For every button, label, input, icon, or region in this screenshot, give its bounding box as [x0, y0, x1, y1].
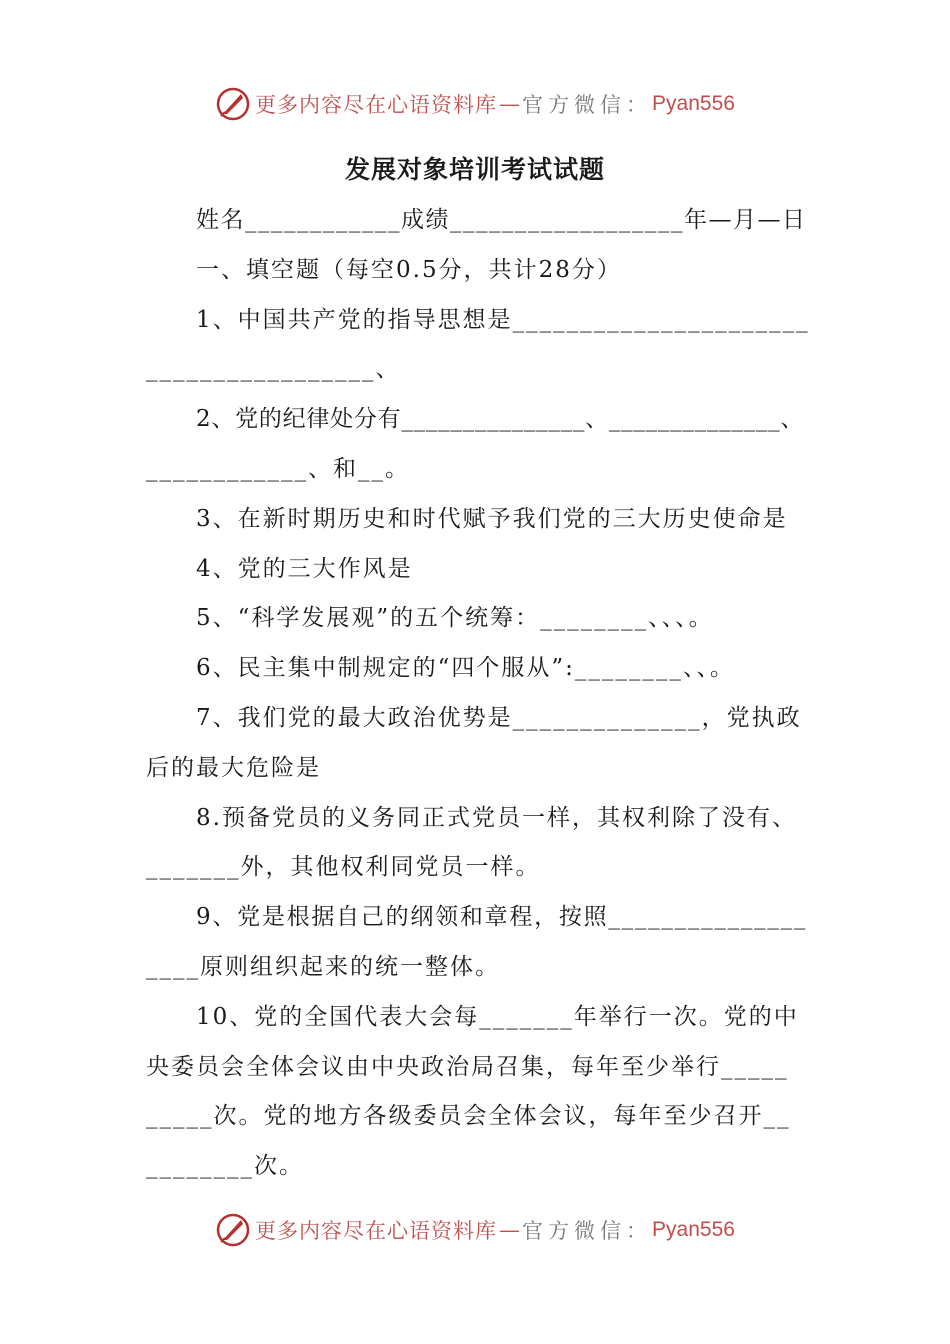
exam-line: 2、党的纪律处分有_______________、______________、: [196, 406, 805, 432]
exam-line: _____次。党的地方各级委员会全体会议，每年至少召开__: [146, 1103, 791, 1129]
exam-line: 央委员会全体会议由中央政治局召集，每年至少举行_____: [146, 1054, 789, 1080]
quill-logo-icon: [215, 1212, 251, 1248]
exam-line: 姓名____________成绩__________________年—月—日: [196, 207, 807, 233]
exam-line: 10、党的全国代表大会每_______年举行一次。党的中: [196, 1004, 799, 1030]
exam-line: 3、在新时期历史和时代赋予我们党的三大历史使命是: [196, 506, 788, 532]
exam-line: 9、党是根据自己的纲领和章程，按照_______________: [196, 904, 808, 930]
exam-line: 4、党的三大作风是: [196, 556, 413, 582]
quill-logo-icon: [215, 86, 251, 122]
watermark-subtext: 官方微信：: [522, 1219, 653, 1243]
watermark-id: Pyan556: [652, 1218, 735, 1241]
exam-line: 7、我们党的最大政治优势是______________，党执政: [196, 705, 802, 731]
page-title: 发展对象培训考试试题: [344, 155, 605, 184]
exam-line: ________次。: [146, 1153, 304, 1179]
watermark-separator: —: [499, 92, 521, 116]
watermark-header: [0, 82, 950, 126]
watermark-text: 更多内容尽在心语资料库: [255, 93, 498, 117]
watermark-id: Pyan556: [652, 92, 735, 115]
exam-line: 一、填空题（每空0.5分，共计28分）: [196, 257, 622, 283]
exam-line: _______外，其他权利同党员一样。: [146, 854, 541, 880]
watermark-subtext: 官方微信：: [522, 93, 653, 117]
exam-line: 5、“科学发展观”的五个统筹：________、、、。: [196, 605, 714, 631]
exam-line: ____原则组织起来的统一整体。: [146, 954, 500, 980]
exam-line: 后的最大危险是: [146, 755, 321, 781]
exam-line: 8.预备党员的义务同正式党员一样，其权利除了没有、: [196, 805, 797, 831]
exam-line: _________________、: [146, 356, 401, 382]
exam-line: 1、中国共产党的指导思想是______________________: [196, 307, 810, 333]
exam-line: 6、民主集中制规定的“四个服从”:________、、。: [196, 655, 735, 681]
watermark-footer: [0, 1208, 950, 1252]
watermark-separator: —: [499, 1218, 521, 1242]
exam-line: ____________、和__。: [146, 456, 410, 482]
watermark-text: 更多内容尽在心语资料库: [255, 1219, 498, 1243]
